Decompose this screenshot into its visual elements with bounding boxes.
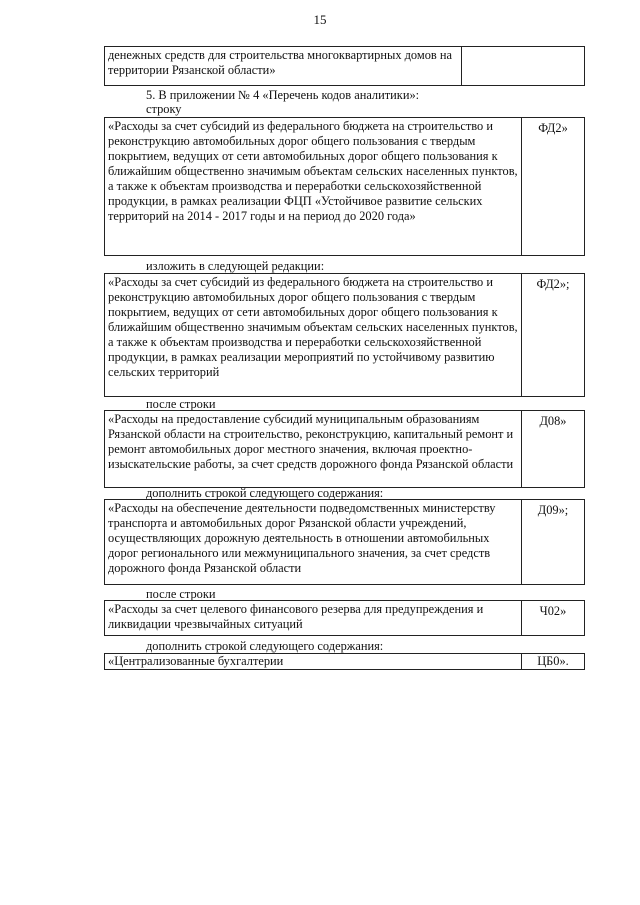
page-number: 15 bbox=[313, 12, 327, 27]
row-description: «Расходы на предоставление субсидий муниципальным образованиям Рязанской области на строительство, реконструкцию, капитальный ремонт и ремонт автомобильных дорог местного значения, включая проектно-изыскательские работы, за счет средств дорожного фонда Рязанской области bbox=[105, 411, 522, 488]
table-row bbox=[104, 410, 585, 488]
row-description: «Расходы за счет субсидий из федерального бюджета на строительство и реконструкцию автомобильных дорог общего пользования с твердым покрытием, ведущих от сети автомобильных дорог общего пользования к ближайшим общественно значимым объектам сельских населенных пунктов, а также к объектам производства и переработки сельскохозяйственной продукции, в рамках реализации мероприятий по устойчивому развитию сельских территорий bbox=[105, 274, 522, 397]
instruction-line: после строки bbox=[146, 587, 216, 601]
instruction-line: дополнить строкой следующего содержания: bbox=[146, 639, 384, 653]
row-description: «Расходы за счет целевого финансового резерва для предупреждения и ликвидации чрезвычайных ситуаций bbox=[105, 601, 522, 636]
row-code bbox=[462, 47, 585, 86]
row-code: Д08» bbox=[522, 411, 585, 488]
table-row bbox=[104, 499, 585, 585]
row-description: «Расходы на обеспечение деятельности подведомственных министерству транспорта и автомобильных дорог Рязанской области учреждений, осуществляющих дорожную деятельность в отношении автомобильных дорог регионального или межмуниципального значения, за счет средств дорожного фонда Рязанской области bbox=[105, 500, 522, 585]
table-row bbox=[104, 117, 585, 256]
row-code: Д09»; bbox=[522, 500, 585, 585]
table-row bbox=[104, 46, 585, 86]
instruction-line: дополнить строкой следующего содержания: bbox=[146, 486, 384, 500]
table-row bbox=[104, 653, 585, 670]
instruction-line: после строки bbox=[146, 397, 216, 411]
row-code: Ч02» bbox=[522, 601, 585, 636]
row-description: «Централизованные бухгалтерии bbox=[105, 654, 522, 670]
table-row bbox=[104, 273, 585, 397]
row-description: «Расходы за счет субсидий из федерального бюджета на строительство и реконструкцию автомобильных дорог общего пользования с твердым покрытием, ведущих от сети автомобильных дорог общего пользования к ближайшим общественно значимым объектам сельских населенных пунктов, а также к объектам производства и переработки сельскохозяйственной продукции, в рамках реализации ФЦП «Устойчивое развитие сельских территорий на 2014 - 2017 годы и на период до 2020 года» bbox=[105, 118, 522, 256]
row-code: ФД2»; bbox=[522, 274, 585, 397]
row-code: ФД2» bbox=[522, 118, 585, 256]
instruction-line: изложить в следующей редакции: bbox=[146, 259, 325, 273]
row-code: ЦБ0». bbox=[522, 654, 585, 670]
amendment-heading: 5. В приложении № 4 «Перечень кодов аналитики»: bbox=[146, 88, 420, 102]
instruction-line: строку bbox=[146, 102, 182, 116]
row-description: денежных средств для строительства многоквартирных домов на территории Рязанской области» bbox=[105, 47, 462, 86]
table-row bbox=[104, 600, 585, 636]
